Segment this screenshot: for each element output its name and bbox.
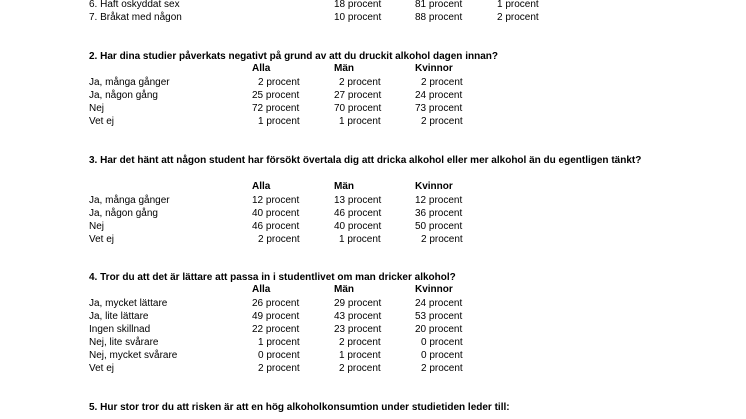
value-man: 70 procent: [334, 103, 382, 114]
value-man: 1 procent: [339, 234, 381, 245]
column-header-kvinnor: Kvinnor: [415, 181, 453, 192]
question-title: 5. Hur stor tror du att risken är att en hög alkoholkonsumtion under studietiden leder till:: [89, 402, 510, 413]
value-kvinnor: 2 procent: [421, 234, 463, 245]
value-man: 2 procent: [339, 77, 381, 88]
q1-row-value: 81 procent: [415, 0, 463, 10]
value-kvinnor: 73 procent: [415, 103, 463, 114]
answer-label: Vet ej: [89, 234, 115, 245]
value-man: 27 procent: [334, 90, 382, 101]
column-header-kvinnor: Kvinnor: [415, 63, 453, 74]
column-header-kvinnor: Kvinnor: [415, 284, 453, 295]
q1-row-value: 18 procent: [334, 0, 382, 10]
value-kvinnor: 24 procent: [415, 298, 463, 309]
q1-row-value: 88 procent: [415, 12, 463, 23]
answer-label: Nej, lite svårare: [89, 337, 159, 348]
q1-row-label: 7. Bråkat med någon: [89, 12, 182, 23]
column-header-man: Män: [334, 284, 354, 295]
value-alla: 2 procent: [258, 234, 300, 245]
value-man: 29 procent: [334, 298, 382, 309]
column-header-man: Män: [334, 63, 354, 74]
value-alla: 0 procent: [258, 350, 300, 361]
value-kvinnor: 50 procent: [415, 221, 463, 232]
column-header-alla: Alla: [252, 63, 271, 74]
q1-row-value: 2 procent: [497, 12, 539, 23]
answer-label: Ja, lite lättare: [89, 311, 149, 322]
q1-row-value: 10 procent: [334, 12, 382, 23]
q1-row-label: 6. Haft oskyddat sex: [89, 0, 180, 10]
column-header-alla: Alla: [252, 284, 271, 295]
question-title: 2. Har dina studier påverkats negativt på grund av att du druckit alkohol dagen innan?: [89, 51, 498, 62]
answer-label: Ja, mycket lättare: [89, 298, 168, 309]
answer-label: Ja, många gånger: [89, 195, 170, 206]
answer-label: Vet ej: [89, 116, 115, 127]
value-alla: 25 procent: [252, 90, 300, 101]
answer-label: Nej: [89, 103, 105, 114]
answer-label: Ja, någon gång: [89, 90, 158, 101]
value-man: 2 procent: [339, 363, 381, 374]
value-kvinnor: 2 procent: [421, 116, 463, 127]
value-alla: 1 procent: [258, 116, 300, 127]
value-kvinnor: 12 procent: [415, 195, 463, 206]
column-header-alla: Alla: [252, 181, 271, 192]
value-man: 2 procent: [339, 337, 381, 348]
value-alla: 46 procent: [252, 221, 300, 232]
answer-label: Ja, någon gång: [89, 208, 158, 219]
value-kvinnor: 24 procent: [415, 90, 463, 101]
value-alla: 49 procent: [252, 311, 300, 322]
value-man: 1 procent: [339, 350, 381, 361]
value-alla: 12 procent: [252, 195, 300, 206]
value-kvinnor: 53 procent: [415, 311, 463, 322]
value-alla: 2 procent: [258, 363, 300, 374]
value-man: 43 procent: [334, 311, 382, 322]
value-alla: 26 procent: [252, 298, 300, 309]
value-kvinnor: 20 procent: [415, 324, 463, 335]
answer-label: Vet ej: [89, 363, 115, 374]
value-alla: 40 procent: [252, 208, 300, 219]
question-title: 3. Har det hänt att någon student har försökt övertala dig att dricka alkohol eller mer alkohol än du egentligen tänkt?: [89, 155, 642, 166]
value-alla: 1 procent: [258, 337, 300, 348]
value-kvinnor: 2 procent: [421, 363, 463, 374]
value-kvinnor: 0 procent: [421, 337, 463, 348]
value-man: 46 procent: [334, 208, 382, 219]
q1-row-value: 1 procent: [497, 0, 539, 10]
value-kvinnor: 0 procent: [421, 350, 463, 361]
value-alla: 72 procent: [252, 103, 300, 114]
value-man: 1 procent: [339, 116, 381, 127]
question-title: 4. Tror du att det är lättare att passa in i studentlivet om man dricker alkohol?: [89, 272, 456, 283]
value-man: 40 procent: [334, 221, 382, 232]
answer-label: Ingen skillnad: [89, 324, 151, 335]
value-alla: 2 procent: [258, 77, 300, 88]
value-kvinnor: 2 procent: [421, 77, 463, 88]
answer-label: Nej: [89, 221, 105, 232]
answer-label: Ja, många gånger: [89, 77, 170, 88]
value-kvinnor: 36 procent: [415, 208, 463, 219]
value-man: 13 procent: [334, 195, 382, 206]
value-man: 23 procent: [334, 324, 382, 335]
column-header-man: Män: [334, 181, 354, 192]
value-alla: 22 procent: [252, 324, 300, 335]
answer-label: Nej, mycket svårare: [89, 350, 178, 361]
